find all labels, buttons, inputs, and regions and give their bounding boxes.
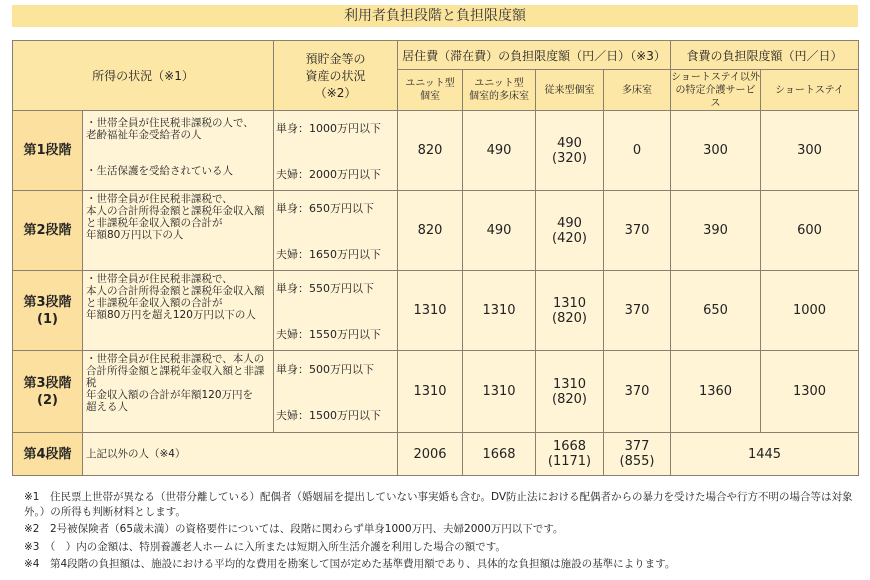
income-line: と非課税年金収入額の合計が [86, 297, 223, 309]
food-amount: 1445 [671, 433, 859, 476]
stage-label [13, 191, 83, 271]
amount: 377 [624, 439, 650, 454]
header-food: 食費の負担限度額（円／日） [671, 41, 859, 70]
amount-special: (320) [552, 150, 587, 166]
income-line: 合計所得金額と課税年金収入額と非課税 [86, 365, 265, 389]
income-line: 年金収入額の合計が年額120万円を [86, 389, 254, 401]
header-assets-line: 預貯金等の [305, 52, 366, 66]
stage-label: 第4段階 [13, 433, 83, 476]
amount: 1360 [698, 384, 733, 399]
amount-cell [604, 351, 671, 433]
amount-cell [671, 191, 761, 271]
amount: 1668 [552, 439, 587, 454]
asset-condition [274, 191, 398, 271]
subheader-1 [463, 70, 536, 111]
subheader-line: ショートステイ以外 [671, 71, 760, 83]
stage-line: 第3段階 [23, 294, 72, 310]
asset-condition [274, 271, 398, 351]
amount-cell [398, 271, 463, 351]
amount: 1310 [552, 295, 587, 311]
header-assets-line: 資産の状況 [305, 69, 366, 83]
subheader-2 [536, 70, 604, 111]
income-line: と非課税年金収入額の合計が [86, 217, 223, 229]
amount-cell [536, 111, 604, 191]
header-assets [274, 41, 398, 111]
subheader-line: の特定介護サービス [675, 84, 756, 109]
subheader-line: ユニット型 [405, 78, 455, 89]
header-income: 所得の状況（※1） [13, 41, 274, 111]
asset-condition [274, 351, 398, 433]
asset-couple: 夫婦：1550万円以下 [276, 327, 382, 341]
table-row [13, 351, 859, 433]
table-row [13, 111, 859, 191]
table-row [13, 191, 859, 271]
amount-special: (420) [552, 230, 587, 246]
amount-cell [463, 433, 536, 476]
amount: 1000 [792, 303, 827, 318]
amount-special: (855) [619, 454, 655, 469]
income-condition [83, 111, 274, 191]
amount-cell [604, 191, 671, 271]
amount: 0 [632, 143, 642, 158]
income-line: ・世帯全員が住民税非課税で、 [86, 273, 233, 285]
income-condition: 上記以外の人（※4） [83, 433, 398, 476]
amount: 820 [417, 223, 443, 238]
income-line: ・世帯全員が住民税非課税の人で、 [86, 117, 254, 129]
amount: 1668 [482, 446, 516, 462]
income-line: ・世帯全員が住民税非課税で、本人の [86, 353, 265, 365]
amount-special: (820) [552, 391, 587, 407]
header-assets-line: （※2） [314, 86, 357, 100]
amount-cell [463, 271, 536, 351]
asset-single: 単身：550万円以下 [276, 281, 375, 295]
table-row [13, 271, 859, 351]
income-line: 老齢福祉年金受給者の人 [86, 129, 202, 141]
footnote: ※1 住民票上世帯が異なる（世帯分離している）配偶者（婚姻届を提出していない事実婚も含む。DV防止法における配偶者からの暴力を受けた場合や行方不明の場合等は対象外。）の所得も判断材料とします。 [24, 491, 853, 518]
amount: 600 [797, 223, 822, 238]
amount-cell [463, 111, 536, 191]
subheader-line: 個室的多床室 [469, 91, 530, 102]
subheader-line: 多床室 [622, 84, 653, 96]
amount-cell [463, 191, 536, 271]
amount: 300 [703, 143, 728, 158]
income-line: 本人の合計所得金額と課税年金収入額 [86, 205, 265, 217]
amount-cell [604, 271, 671, 351]
amount-cell [398, 351, 463, 433]
amount-cell [604, 433, 671, 476]
asset-single: 単身：1000万円以下 [276, 121, 382, 135]
amount-cell [398, 433, 463, 476]
income-line: ・生活保護を受給されている人 [86, 165, 233, 177]
amount: 370 [624, 303, 650, 318]
stage-line: (1) [37, 311, 58, 327]
income-condition [83, 271, 274, 351]
asset-couple: 夫婦：1500万円以下 [276, 408, 382, 422]
stage-label [13, 271, 83, 351]
subheader-5 [761, 70, 859, 111]
income-line: 年額80万円を超え120万円以下の人 [86, 309, 256, 321]
amount-special: (820) [552, 310, 587, 326]
asset-couple: 夫婦：1650万円以下 [276, 247, 382, 261]
amount: 1300 [792, 384, 827, 399]
income-condition [83, 351, 274, 433]
amount-special: (1171) [547, 454, 592, 469]
subheader-0 [398, 70, 463, 111]
amount-cell [671, 111, 761, 191]
subheader-3 [604, 70, 671, 111]
asset-couple: 夫婦：2000万円以下 [276, 167, 382, 181]
footnote: ※4 第4段階の負担額は、施設における平均的な費用を勘案して国が定めた基準費用額であり、具体的な負担額は施設の基準によります。 [24, 558, 676, 570]
amount: 1310 [413, 384, 447, 399]
amount: 1310 [482, 384, 516, 399]
amount: 1310 [413, 303, 447, 318]
amount-cell [536, 191, 604, 271]
amount: 490 [486, 223, 512, 238]
subheader-line: ショートステイ [775, 84, 844, 96]
amount: 2006 [413, 446, 447, 462]
amount: 300 [797, 143, 822, 158]
footnotes [24, 490, 854, 575]
amount-cell [536, 271, 604, 351]
amount-cell [671, 271, 761, 351]
amount-cell [536, 433, 604, 476]
stage-label [13, 111, 83, 191]
amount-cell [761, 111, 859, 191]
amount-cell [761, 351, 859, 433]
amount: 1310 [552, 376, 587, 392]
amount: 650 [703, 303, 728, 318]
asset-condition [274, 111, 398, 191]
asset-single: 単身：650万円以下 [276, 201, 375, 215]
subheader-4 [671, 70, 761, 111]
asset-single: 単身：500万円以下 [276, 362, 375, 376]
amount-cell [536, 351, 604, 433]
amount: 820 [417, 143, 443, 158]
subheader-line: 個室 [420, 91, 441, 102]
income-line: ・世帯全員が住民税非課税で、 [86, 193, 233, 205]
amount: 490 [557, 135, 582, 151]
income-condition [83, 191, 274, 271]
amount: 490 [486, 143, 512, 158]
stage-line: 第1段階 [23, 143, 72, 158]
amount-cell [398, 111, 463, 191]
stage-line: (2) [37, 392, 58, 408]
amount-cell [463, 351, 536, 433]
subheader-line: ユニット型 [474, 78, 524, 89]
footnote: ※3 （ ）内の金額は、特別養護老人ホームに入所または短期入所生活介護を利用した場合の額です。 [24, 540, 506, 553]
stage-label [13, 351, 83, 433]
amount: 390 [703, 223, 728, 238]
footnote: ※2 2号被保険者（65歳未満）の資格要件については、段階に関わらず単身1000万円、夫婦2000万円以下です。 [24, 523, 564, 535]
header-housing: 居住費（滞在費）の負担限度額（円／日）（※3） [398, 41, 671, 70]
income-line: 本人の合計所得金額と課税年金収入額 [86, 285, 265, 297]
stage-line: 第3段階 [23, 375, 72, 391]
amount: 490 [557, 215, 582, 231]
income-line: 年額80万円以下の人 [86, 229, 184, 241]
amount-cell [671, 351, 761, 433]
burden-limit-table [12, 40, 859, 476]
amount-cell [761, 191, 859, 271]
income-line: 超える人 [86, 401, 128, 413]
amount-cell [398, 191, 463, 271]
stage-line: 第2段階 [23, 223, 72, 238]
amount: 370 [624, 384, 650, 399]
page-title: 利用者負担段階と負担限度額 [12, 5, 858, 27]
subheader-line: 従来型個室 [544, 84, 595, 96]
amount: 370 [624, 223, 650, 238]
amount-cell [604, 111, 671, 191]
amount-cell [761, 271, 859, 351]
amount: 1310 [482, 303, 516, 318]
